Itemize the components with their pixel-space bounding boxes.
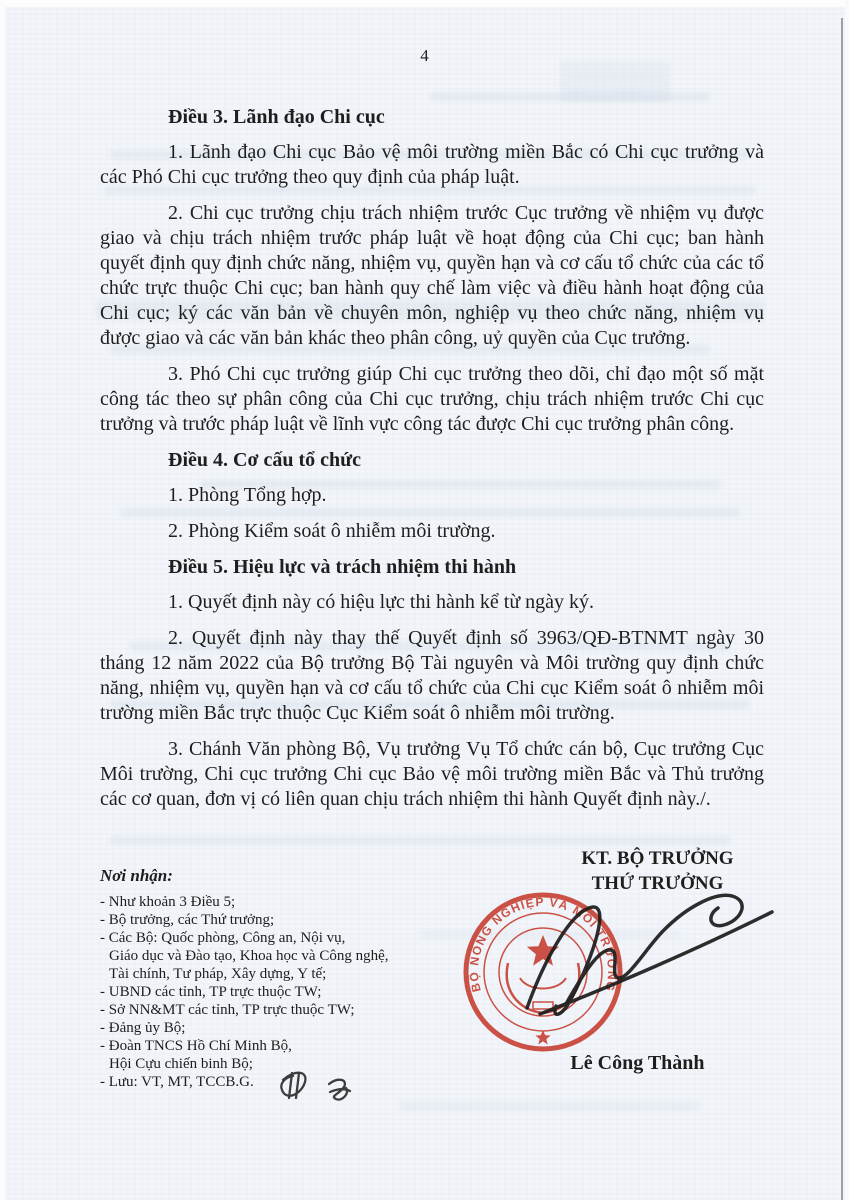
article-heading: Điều 3. Lãnh đạo Chi cục — [168, 106, 385, 128]
recipient-line: - Đảng ủy Bộ; — [100, 1020, 186, 1036]
recipient-line: - Các Bộ: Quốc phòng, Công an, Nội vụ, — [100, 930, 346, 946]
paragraph: 1. Lãnh đạo Chi cục Bảo vệ môi trường miền Bắc có Chi cục trưởng và các Phó Chi cục trưởng theo quy định của pháp luật. — [100, 141, 764, 188]
star-icon — [535, 1030, 550, 1045]
signer-title: THỨ TRƯỞNG — [591, 873, 724, 894]
paragraph: 3. Chánh Văn phòng Bộ, Vụ trưởng Vụ Tổ chức cán bộ, Cục trưởng Cục Môi trường, Chi cục trưởng Chi cục Bảo vệ môi trường miền Bắc và Thủ trưởng các cơ quan, đơn vị có liên quan chịu trách nhiệm thi hành Quyết định này./. — [100, 738, 764, 810]
paragraph: 2. Chi cục trưởng chịu trách nhiệm trước Cục trưởng về nhiệm vụ được giao và chịu trách nhiệm trước pháp luật về hoạt động của Chi cục; ban hành quyết định quy định chức năng, nhiệm vụ, quyền hạn và cơ cấu tổ chức của các tổ chức trực thuộc Chi cục; ban hành quy chế làm việc và điều hành hoạt động của Chi cục; ký các văn bản về chuyên môn, nghiệp vụ theo chức năng, nhiệm vụ được giao và các văn bản khác theo phân công, uỷ quyền của Cục trưởng. — [100, 202, 764, 349]
scan-line-right — [841, 18, 843, 1200]
recipient-line: Tài chính, Tư pháp, Xây dựng, Y tế; — [109, 966, 327, 982]
article-heading: Điều 4. Cơ cấu tổ chức — [168, 449, 362, 471]
paragraph: 1. Quyết định này có hiệu lực thi hành kể từ ngày ký. — [168, 591, 595, 613]
page-number: 4 — [420, 46, 429, 65]
recipient-line: - Lưu: VT, MT, TCCB.G. — [100, 1074, 254, 1090]
signer-name: Lê Công Thành — [570, 1052, 705, 1074]
recipients-label: Nơi nhận: — [100, 866, 173, 885]
official-stamp — [466, 894, 620, 1049]
paragraph: 3. Phó Chi cục trưởng giúp Chi cục trưởng theo dõi, chỉ đạo một số mặt công tác theo sự phân công của Chi cục trưởng, chịu trách nhiệm trước Chi cục trưởng và trước pháp luật về lĩnh vực công tác được Chi cục trưởng phân công. — [100, 363, 764, 435]
signing-authority: KT. BỘ TRƯỞNG — [581, 848, 734, 869]
recipient-line: - Bộ trưởng, các Thứ trưởng; — [100, 912, 275, 928]
recipient-line: Hội Cựu chiến binh Bộ; — [109, 1056, 253, 1072]
recipient-line: - Đoàn TNCS Hồ Chí Minh Bộ, — [100, 1038, 292, 1054]
signing-authority-block — [535, 846, 780, 896]
stamp-circular-text: BỘ NÔNG NGHIỆP VÀ MÔI TRƯỜNG — [466, 894, 620, 994]
document-body — [100, 95, 764, 823]
bleed-artifact — [110, 836, 730, 845]
scan-edge-left — [0, 0, 5, 1200]
paragraph: 1. Phòng Tổng hợp. — [168, 484, 327, 506]
paragraph: 2. Phòng Kiểm soát ô nhiễm môi trường. — [168, 520, 496, 542]
recipients-block — [100, 866, 460, 1091]
bleed-artifact — [400, 1102, 700, 1111]
paragraph: 2. Quyết định này thay thế Quyết định số 3963/QĐ-BTNMT ngày 30 tháng 12 năm 2022 của Bộ trưởng Bộ Tài nguyên và Môi trường quy định chức năng, nhiệm vụ, quyền hạn và cơ cấu tổ chức của Chi cục Kiểm soát ô nhiễm môi trường miền Bắc trực thuộc Cục Kiểm soát ô nhiễm môi trường. — [100, 627, 764, 724]
scan-edge-right — [845, 0, 849, 1200]
recipient-line: - Như khoản 3 Điều 5; — [100, 894, 236, 910]
signature-ink — [527, 895, 772, 1014]
svg-text:BỘ NÔNG NGHIỆP VÀ MÔI TRƯỜNG — [466, 894, 620, 993]
recipient-line: Giáo dục và Đào tạo, Khoa học và Công nghệ, — [109, 948, 389, 964]
recipient-line: - UBND các tỉnh, TP trực thuộc TW; — [100, 984, 322, 1000]
national-emblem-icon — [499, 928, 587, 1016]
article-heading: Điều 5. Hiệu lực và trách nhiệm thi hành — [168, 556, 517, 578]
scan-edge-top — [0, 0, 849, 7]
recipient-line: - Sở NN&MT các tỉnh, TP trực thuộc TW; — [100, 1002, 355, 1018]
